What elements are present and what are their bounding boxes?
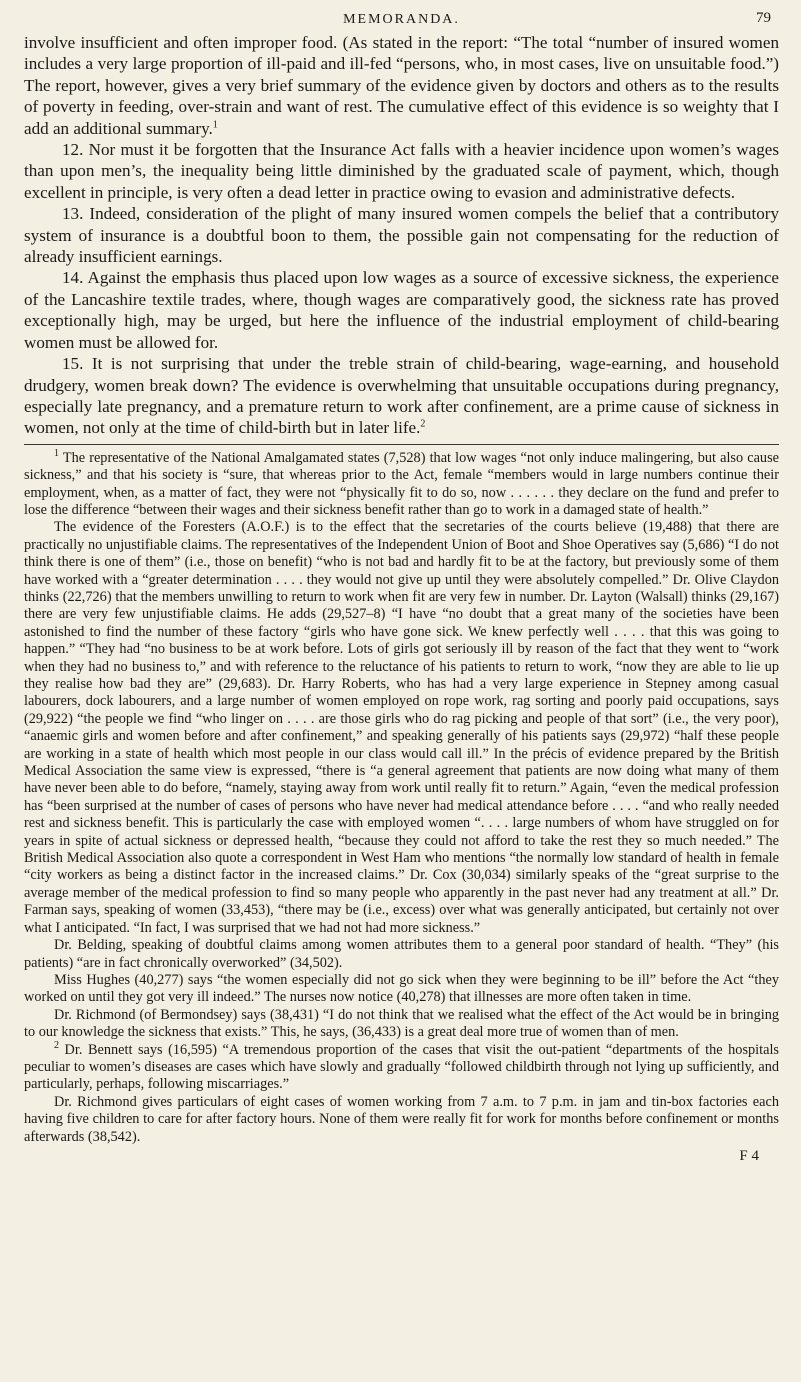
footnote-text: Dr. Bennett says (16,595) “A tremendous proportion of the cases that visit the out-patient “departments of the hospitals peculiar to women’s diseases are cases which have slowly and gradually “followed childbirth through not lying up sufficiently, and particularly, perhaps, following miscarriages.” (24, 1041, 779, 1093)
footnote-marker-1: 1 (54, 447, 59, 459)
paragraph-text: involve insufficient and often improper food. (As stated in the report: “The total “number of insured women includes a very large proportion of ill-paid and ill-fed “persons, who, in most cases, live on unsuitable food.”) The report, however, gives a very brief summary of the evidence given by doctors and others as to the results of poverty in feeding, over-strain and want of rest. The cumulative effect of this evidence is so weighty that I add an additional summary. (24, 33, 779, 138)
footnotes (24, 447, 779, 1146)
signature-mark: F 4 (739, 1147, 759, 1164)
paragraph-13: 13. Indeed, consideration of the plight of many insured women compels the belief that a contributory system of insurance is a doubtful boon to them, the possible gain not compensating for the reduction of already insufficient earnings. (24, 204, 779, 267)
running-title: MEMORANDA. (343, 12, 460, 27)
footnote-2-continued: Dr. Richmond gives particulars of eight cases of women working from 7 a.m. to 7 p.m. in jam and tin-box factories each having five children to care for after factory hours. None of them were really fit for work for months before confinement or months afterwards (38,542). (24, 1093, 779, 1145)
footnote-ref-2: 2 (420, 418, 426, 430)
footnote-1 (24, 447, 779, 520)
footnote-1-hughes: Miss Hughes (40,277) says “the women especially did not go sick when they were beginning to be ill” before the Act “they worked on until they got very ill indeed.” The nurses now notice (40,278) that illnesses are more often taken in time. (24, 971, 779, 1006)
body-text (24, 32, 779, 439)
paragraph-12: 12. Nor must it be forgotten that the Insurance Act falls with a heavier incidence upon women’s wages than upon men’s, the inequality being little diminished by the graduated scale of payment, which, though excellent in principle, is very often a dead letter in practice owing to evasion and administrative defects. (24, 140, 779, 202)
paragraph-text: 15. It is not surprising that under the treble strain of child-bearing, wage-earning, and household drudgery, women break down? The evidence is overwhelming that unsuitable occupations during pregnancy, especially late pregnancy, and a premature return to work after confinement, are a prime cause of sickness in women, not only at the time of child-birth but in later life. (24, 354, 779, 438)
footnote-text: The representative of the National Amalgamated states (7,528) that low wages “not only induce malingering, but also cause sickness,” and that his society is “sure, that whereas prior to the Act, female “members would in large numbers continue their employment, when, as a matter of fact, they were not “physically fit to do so, now . . . . . . they declare on the fund and prefer to lose the difference “between their wages and their sickness benefit rather than go to work in a damaged state of health.” (24, 449, 779, 518)
page-number: 79 (756, 10, 771, 26)
footnote-1-belding: Dr. Belding, speaking of doubtful claims among women attributes them to a general poor standard of health. “They” (his patients) “are in fact chronically overworked” (34,502). (24, 937, 779, 971)
paragraph-14: 14. Against the emphasis thus placed upon low wages as a source of excessive sickness, the experience of the Lancashire textile trades, where, though wages are comparatively good, the sickness rate has proved exceptionally high, may be urged, but here the influence of the industrial employment of child-bearing women must be allowed for. (24, 268, 779, 352)
footnote-2 (24, 1039, 779, 1094)
footnote-ref-1: 1 (212, 118, 218, 130)
paragraph-continued (24, 32, 779, 139)
footnote-1-continued: The evidence of the Foresters (A.O.F.) is to the effect that the secretaries of the courts believe (19,488) that there are practically no unjustifiable claims. The representatives of the Independent Union of Boot and Shoe Operatives say (5,686) “I do not think there is one of them” (i.e., those on benefit) “who is not bad and hardly fit to be at the factory, but previously some of them have worked with a “greater determination . . . . they would not give up until they were absolutely compelled.” Dr. Olive Claydon thinks (22,726) that the members unwilling to return to work when fit are very few in number. Dr. Layton (Walsall) thinks (29,167) there are very few unjustifiable claims. He adds (29,527–8) “I have “no doubt that a great many of the societies have been astonished to find the number of these factory “girls who have gone sick. We knew perfectly well . . . . that this was going to happen.” “They had “no business to be at work before. Lots of girls got seriously ill by reason of the fact that they went to “work when they had no business to,” and with reference to the reluctance of his patients to return to work, “now they are able to lie up they realise how bad they are” (29,683). Dr. Harry Roberts, who has had a very large experience in Stepney among casual labourers, dock labourers, and a large number of women employed on rope work, rag sorting and poorly paid occupations, says (29,922) “the people we find “who linger on . . . . are those girls who do rag picking and people of that sort” (i.e., the very poor), “anaemic girls and women before and after confinement,” and speaking generally of his patients says (29,972) “half these people are working in a state of health which most people in our class would call ill.” In the précis of evidence prepared by the British Medical Association the same view is expressed, “there is “a general agreement that patients are now doing what many of them have never been able to do before, “namely, staying away from work until really fit to return.” Again, “even the medical profession has “been surprised at the number of cases of persons who have never had medical attendance before . . . . “and who really needed rest and sickness benefit. This is particularly the case with employed women “. . . . large numbers of whom have struggled on for years in spite of actual sickness or depressed health, “because they could not afford to take the rest they so much needed.” The British Medical Association also quote a correspondent in West Ham who mentions “the normally low standard of health in female “city workers as being a distinct factor in the increased claims.” Dr. Cox (30,034) similarly speaks of the “great surprise to the average member of the medical profession to find so many people who apparently in the past never had any treatment at all.” Dr. Farman says, speaking of women (33,453), “there may be (i.e., excess) over what was generally anticipated, but certainly not over what I anticipated. “In fact, I was surprised that we had not had more sickness.” (24, 519, 779, 936)
footnote-marker-2: 2 (54, 1039, 59, 1051)
footnote-1-richmond: Dr. Richmond (of Bermondsey) says (38,431) “I do not think that we realised what the effect of the Act would be in bringing to our knowledge the sickness that exists.” This, he says, (36,433) is a great deal more true of women than of men. (24, 1006, 779, 1041)
running-head (24, 10, 779, 30)
footnote-divider (24, 444, 779, 445)
paragraph-15 (24, 353, 779, 439)
